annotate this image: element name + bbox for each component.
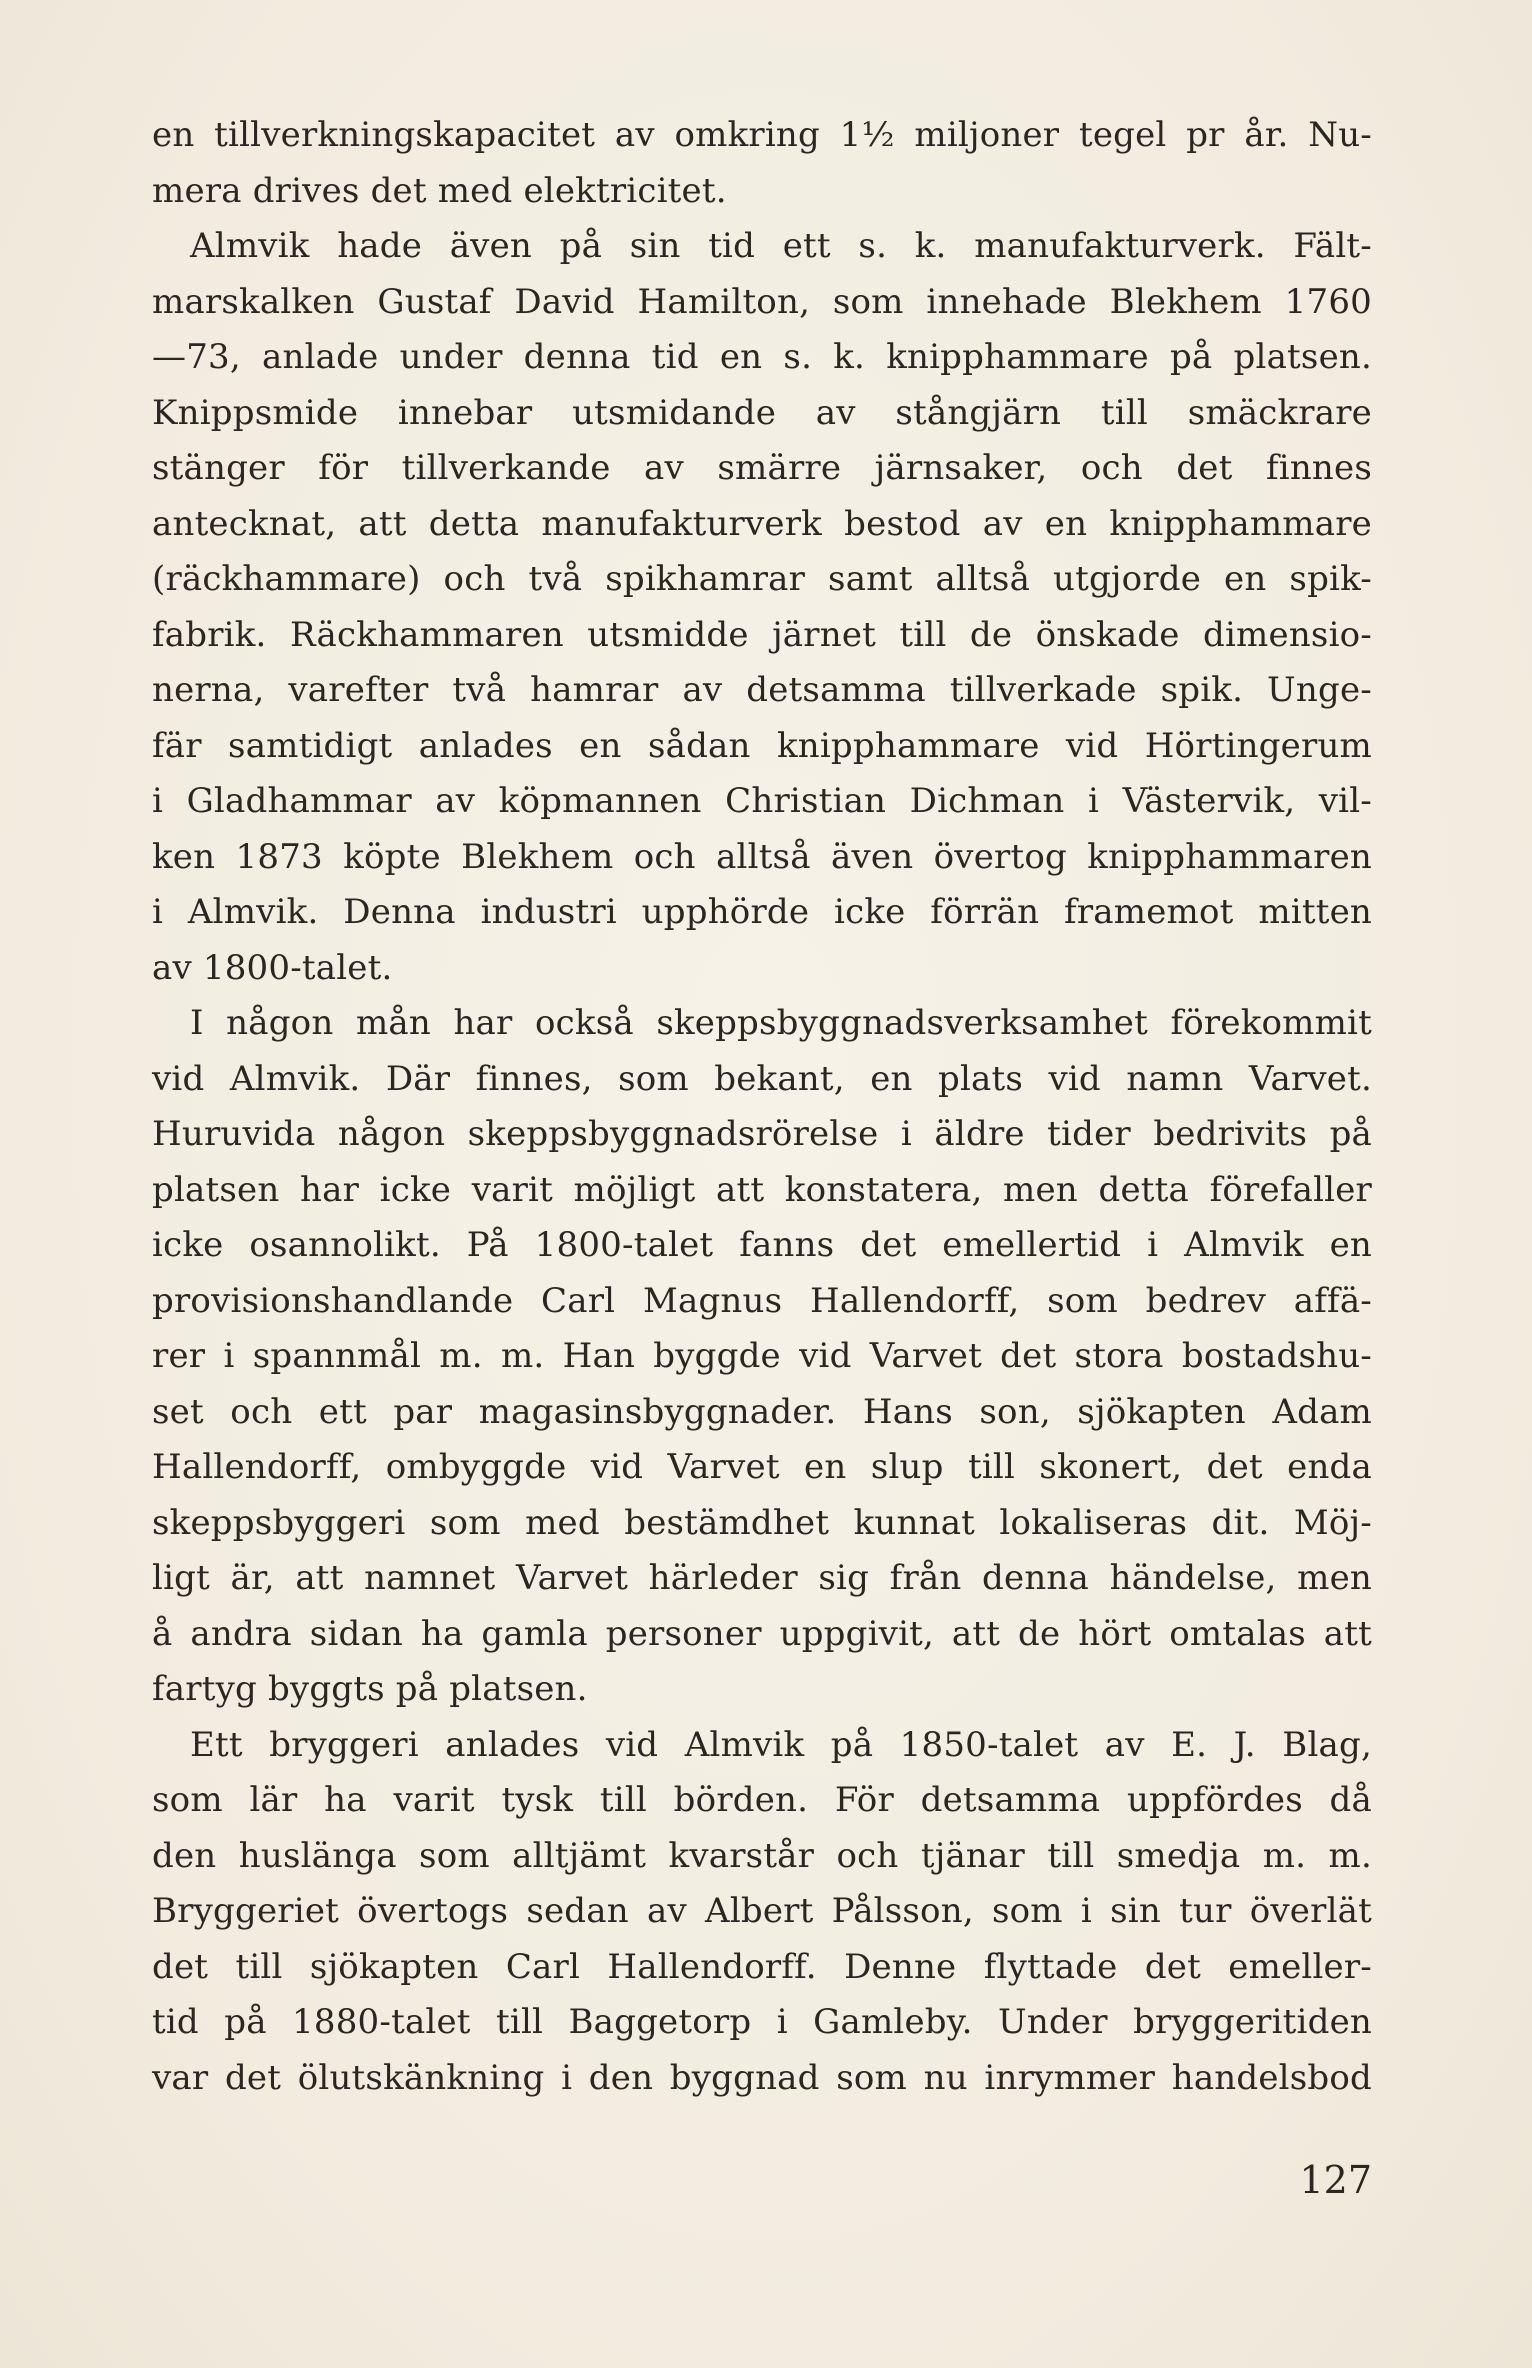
text-line: —73, anlade under denna tid en s. k. knipphammare på platsen.	[152, 337, 1372, 377]
text-line: Knippsmide innebar utsmidande av stångjärn till smäckrare	[152, 392, 1372, 433]
text-line: var det ölutskänkning i den byggnad som nu inrymmer handelsbod	[152, 2057, 1372, 2098]
text-line: antecknat, att detta manufakturverk bestod av en knipphammare	[152, 503, 1372, 544]
text-line: platsen har icke varit möjligt att konstatera, men detta förefaller	[152, 1169, 1372, 1210]
text-line: i Gladhammar av köpmannen Christian Dichman i Västervik, vil-	[152, 781, 1372, 821]
text-line: Hallendorff, ombyggde vid Varvet en slup till skonert, det enda	[152, 1447, 1372, 1487]
text-line: ken 1873 köpte Blekhem och alltså även övertog knipphammaren	[152, 836, 1372, 877]
text-line: fartyg byggts på platsen.	[152, 1669, 588, 1709]
text-line: tid på 1880-talet till Baggetorp i Gamleby. Under bryggeritiden	[152, 2002, 1372, 2042]
text-line: en tillverkningskapacitet av omkring 1½ miljoner tegel pr år. Nu-	[152, 115, 1372, 155]
text-line: Almvik hade även på sin tid ett s. k. manufakturverk. Fält-	[190, 226, 1372, 266]
text-line: det till sjökapten Carl Hallendorff. Denne flyttade det emeller-	[152, 1946, 1372, 1987]
text-line: den huslänga som alltjämt kvarstår och tjänar till smedja m. m.	[152, 1835, 1372, 1876]
text-line: set och ett par magasinsbyggnader. Hans son, sjökapten Adam	[152, 1391, 1372, 1432]
text-line: Bryggeriet övertogs sedan av Albert Pålsson, som i sin tur överlät	[152, 1891, 1372, 1931]
text-line: fabrik. Räckhammaren utsmidde järnet till de önskade dimensio-	[152, 614, 1372, 655]
body-text	[152, 108, 1372, 2106]
text-line: mera drives det med elektricitet.	[152, 170, 727, 211]
text-line: i Almvik. Denna industri upphörde icke förrän framemot mitten	[152, 892, 1372, 932]
text-line: ligt är, att namnet Varvet härleder sig från denna händelse, men	[152, 1558, 1372, 1598]
text-line: (räckhammare) och två spikhamrar samt alltså utgjorde en spik-	[152, 559, 1372, 599]
text-line: som lär ha varit tysk till börden. För detsamma uppfördes då	[152, 1780, 1372, 1820]
text-line: vid Almvik. Där finnes, som bekant, en plats vid namn Varvet.	[152, 1058, 1372, 1099]
text-line: skeppsbyggeri som med bestämdhet kunnat lokaliseras dit. Möj-	[152, 1502, 1372, 1543]
text-line: marskalken Gustaf David Hamilton, som innehade Blekhem 1760	[152, 281, 1372, 322]
text-line: I någon mån har också skeppsbyggnadsverksamhet förekommit	[190, 1003, 1372, 1043]
text-line: provisionshandlande Carl Magnus Hallendorff, som bedrev affä-	[152, 1280, 1372, 1321]
page-number: 127	[1299, 2158, 1372, 2202]
text-line: Ett bryggeri anlades vid Almvik på 1850-talet av E. J. Blag,	[190, 1724, 1372, 1765]
text-line: fär samtidigt anlades en sådan knipphammare vid Hörtingerum	[152, 725, 1372, 766]
text-line: stänger för tillverkande av smärre järnsaker, och det finnes	[152, 448, 1372, 488]
text-line: Huruvida någon skeppsbyggnadsrörelse i äldre tider bedrivits på	[152, 1114, 1372, 1154]
text-line: av 1800-talet.	[152, 947, 393, 988]
text-line: icke osannolikt. På 1800-talet fanns det emellertid i Almvik en	[152, 1225, 1372, 1265]
text-line: nerna, varefter två hamrar av detsamma tillverkade spik. Unge-	[152, 670, 1372, 710]
text-line: rer i spannmål m. m. Han byggde vid Varvet det stora bostadshu-	[152, 1336, 1372, 1376]
text-line: å andra sidan ha gamla personer uppgivit, att de hört omtalas att	[152, 1613, 1372, 1654]
